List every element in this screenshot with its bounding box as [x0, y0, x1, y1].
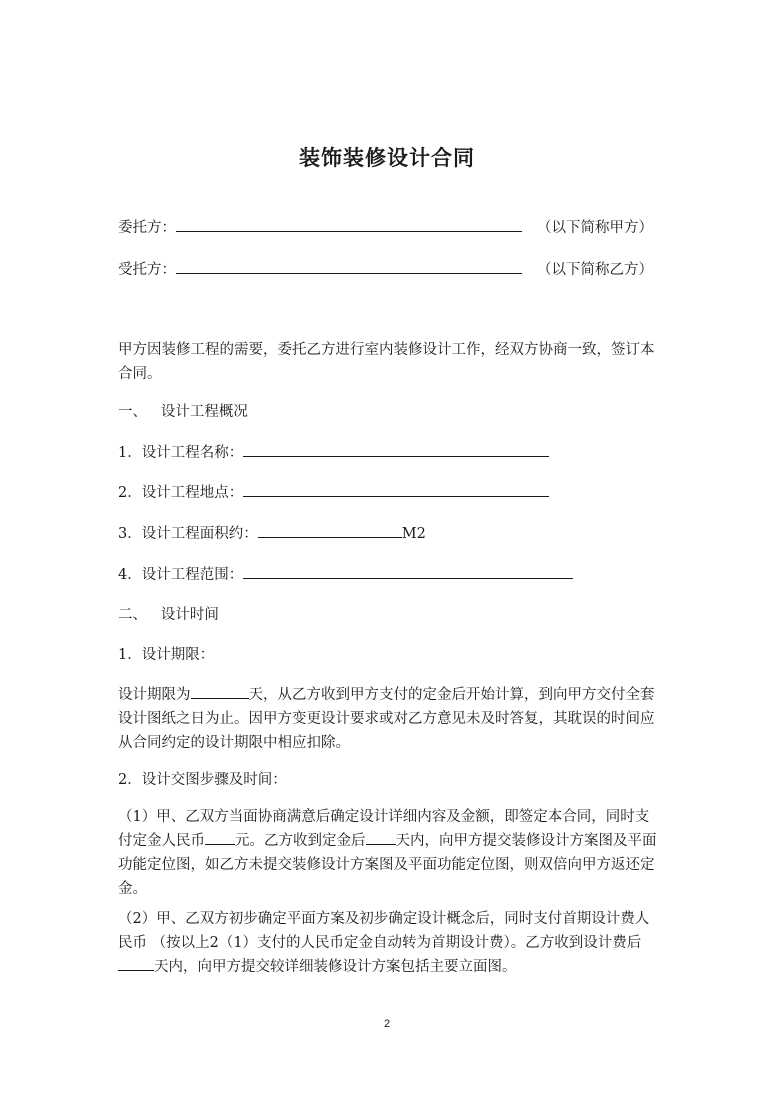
step1-text-c: 天内，向甲方提交装修设计方案图及平面功能定位图，如乙方未提交装修设计方案图及平面功能定位图，则双倍向甲方返还定金。 [118, 833, 657, 897]
step1-text-b: 元。乙方收到定金后 [235, 833, 366, 849]
project-scope-line [118, 563, 573, 584]
step2-days-blank [118, 956, 154, 971]
project-area-unit: M2 [401, 526, 426, 542]
step2-paragraph [118, 907, 658, 979]
project-area-label: 3．设计工程面积约： [118, 526, 258, 542]
design-period-label: 1．设计期限： [118, 647, 215, 663]
contractor-name-blank [176, 259, 522, 274]
project-area-line [118, 522, 426, 543]
project-location-line [118, 481, 549, 502]
project-name-line [118, 441, 549, 462]
period-text-a: 设计期限为 [118, 687, 191, 703]
client-suffix: （以下简称甲方） [537, 220, 653, 236]
step1-days-blank [366, 830, 396, 845]
section1-heading: 一、 设计工程概况 [118, 404, 248, 420]
period-days-blank [191, 684, 249, 699]
client-name-blank [176, 217, 522, 232]
project-location-blank [243, 482, 549, 497]
contractor-label: 受托方： [118, 262, 176, 278]
intro-paragraph: 甲方因装修工程的需要，委托乙方进行室内装修设计工作，经双方协商一致，签订本合同。 [118, 342, 655, 382]
document-title: 装饰装修设计合同 [299, 145, 475, 170]
contractor-suffix: （以下简称乙方） [537, 262, 653, 278]
period-text-b: 天，从乙方收到甲方支付的定金后开始计算，到向甲方交付全套设计图纸之日为止。因甲方变更设计要求或对乙方意见未及时答复，其耽误的时间应从合同约定的设计期限中相应扣除。 [118, 687, 655, 751]
page-number: 2 [383, 1018, 391, 1030]
step1-paragraph [118, 805, 658, 901]
client-label: 委托方： [118, 220, 176, 236]
project-location-label: 2．设计工程地点： [118, 485, 244, 501]
design-period-paragraph [118, 683, 658, 755]
project-scope-blank [243, 564, 573, 579]
project-scope-label: 4．设计工程范围： [118, 567, 244, 583]
project-area-blank [258, 523, 402, 538]
step1-text-a: （1）甲、乙双方当面协商满意后确定设计详细内容及金额，即签定本合同，同时支付定金人民币 [118, 809, 650, 849]
contractor-line [118, 258, 522, 279]
project-name-blank [243, 442, 549, 457]
step2-text-a: （2）甲、乙双方初步确定平面方案及初步确定设计概念后，同时支付首期设计费人民币 （按以上2（1）支付的人民币定金自动转为首期设计费）。乙方收到设计费后 [118, 911, 650, 951]
delivery-steps-label: 2．设计交图步骤及时间： [118, 772, 287, 788]
project-name-label: 1．设计工程名称： [118, 445, 244, 461]
step2-text-b: 天内，向甲方提交较详细装修设计方案包括主要立面图。 [154, 959, 517, 975]
client-line [118, 216, 522, 237]
section2-heading: 二、 设计时间 [118, 607, 219, 623]
deposit-amount-blank [205, 830, 235, 845]
